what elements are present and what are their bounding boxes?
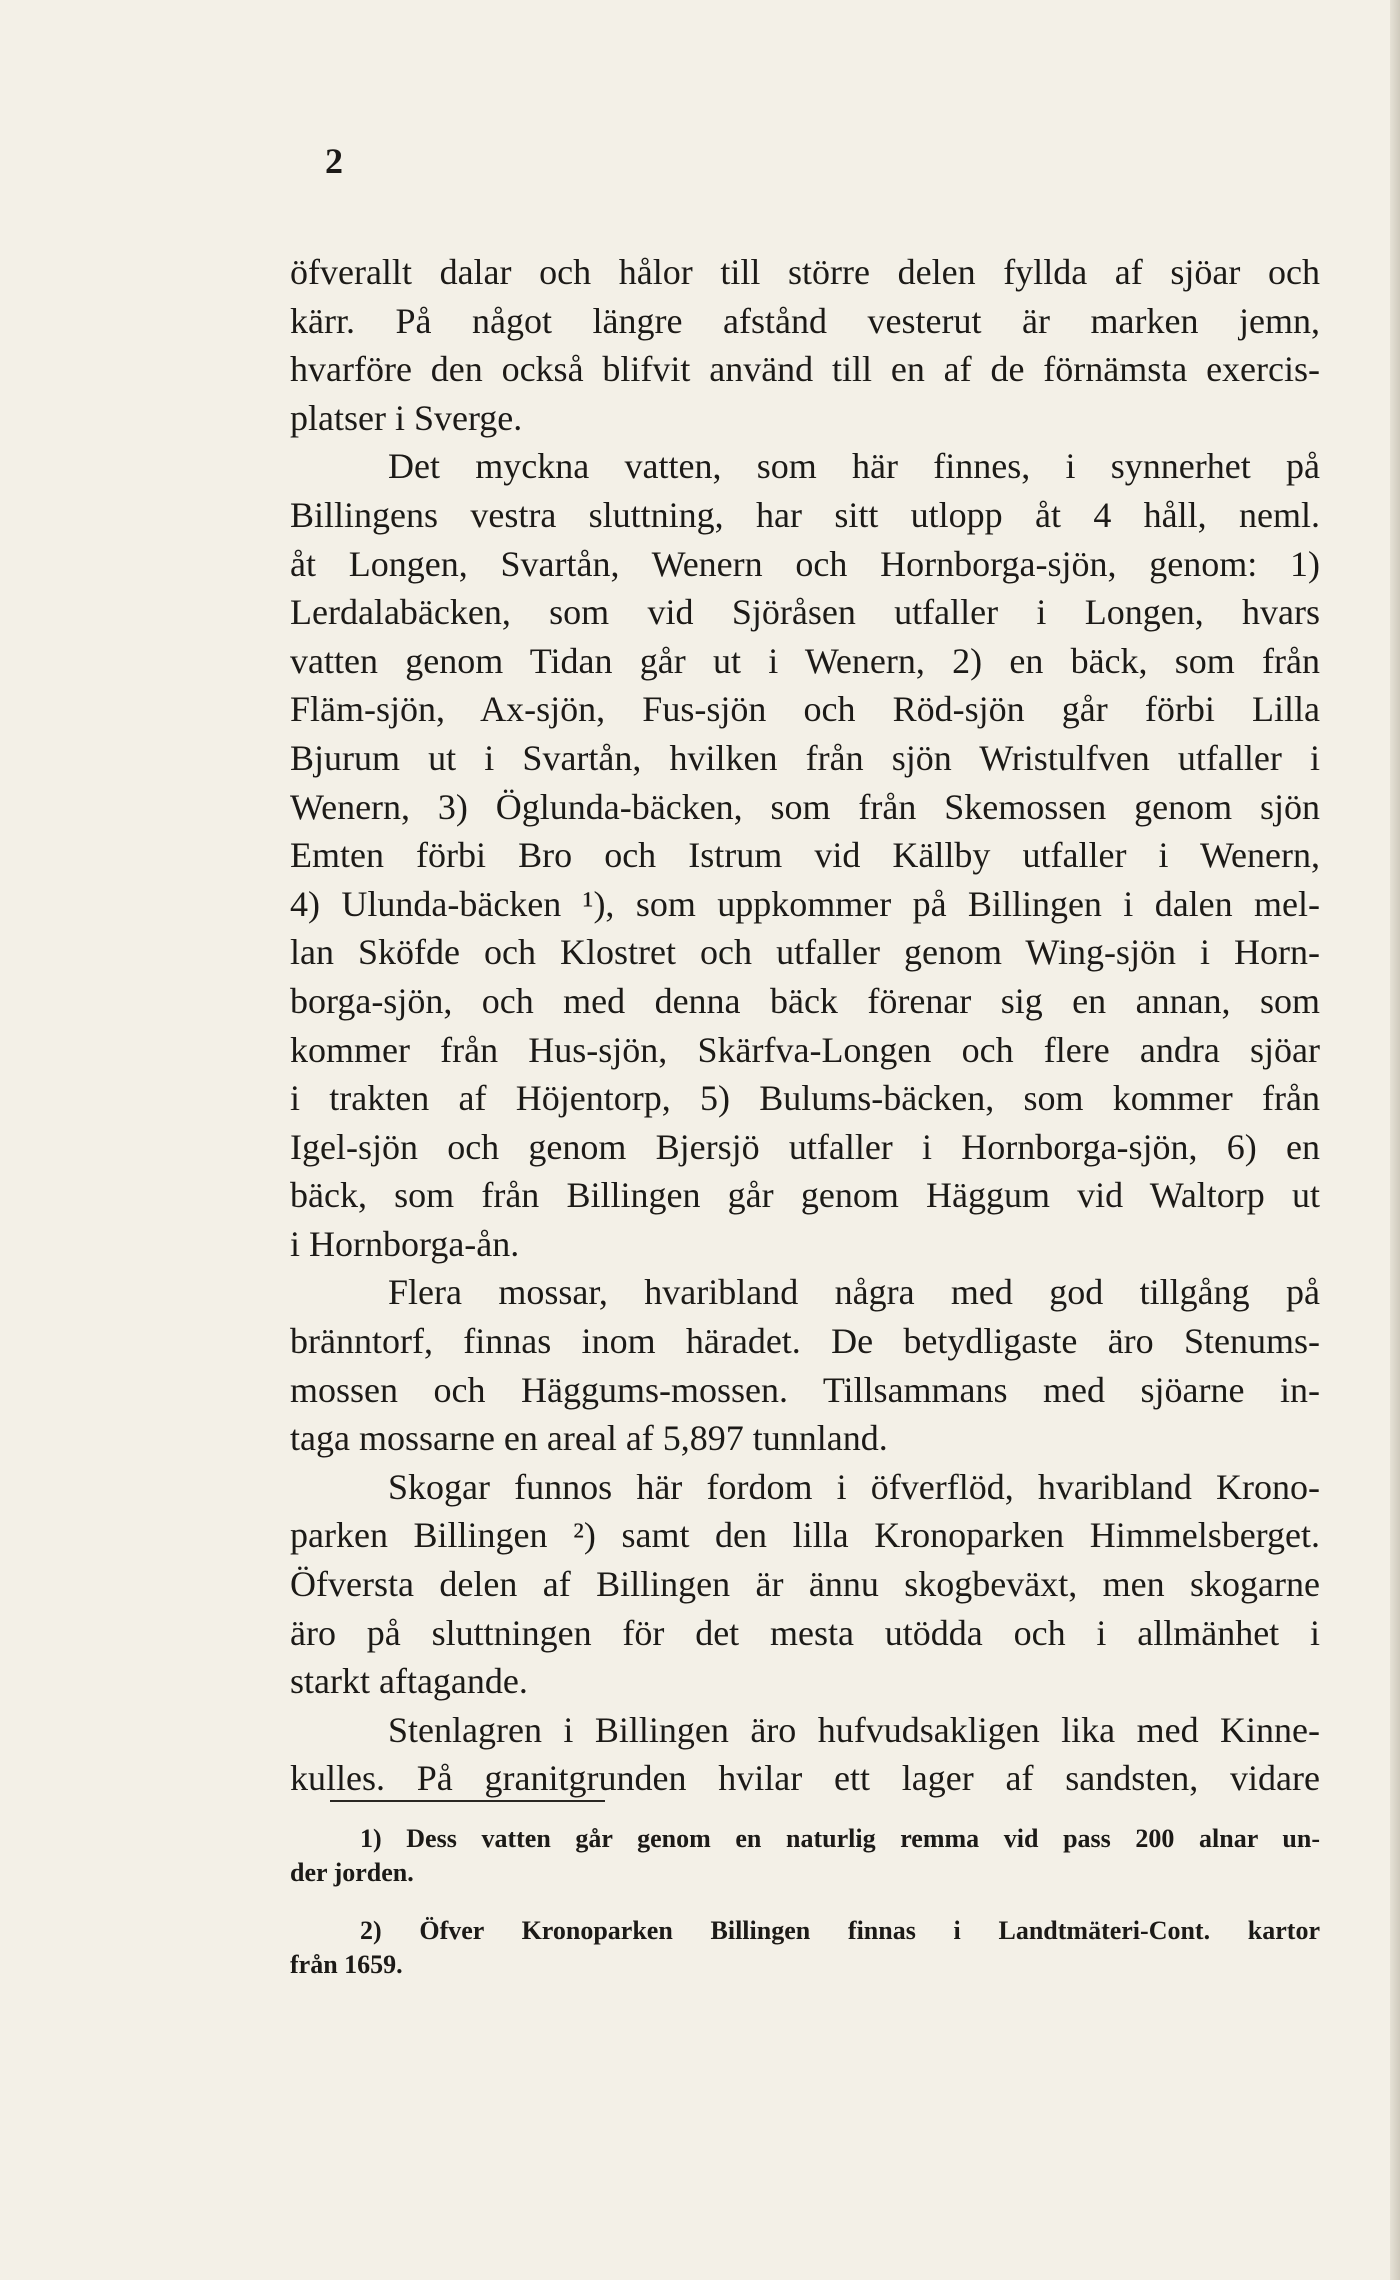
- text-line: Wenern, 3) Öglunda-bäcken, som från Skemossen genom sjön: [290, 786, 1320, 827]
- text-line: i trakten af Höjentorp, 5) Bulums-bäcken, som kommer från: [290, 1078, 1320, 1119]
- text-line: taga mossarne en areal af 5,897 tunnland.: [290, 1418, 888, 1459]
- footnote-divider: [330, 1800, 605, 1802]
- footnotes: [290, 1822, 1320, 2006]
- text-line: Stenlagren i Billingen äro hufvudsakligen lika med Kinne-: [388, 1709, 1320, 1750]
- text-line: platser i Sverge.: [290, 397, 523, 438]
- text-line: öfverallt dalar och hålor till större delen fyllda af sjöar och: [290, 252, 1320, 292]
- text-line: Igel-sjön och genom Bjersjö utfaller i Hornborga-sjön, 6) en: [290, 1126, 1320, 1167]
- text-line: lan Sköfde och Klostret och utfaller genom Wing-sjön i Horn-: [290, 932, 1320, 973]
- body-text: [290, 248, 1320, 1803]
- text-line: Emten förbi Bro och Istrum vid Källby utfaller i Wenern,: [290, 835, 1320, 876]
- text-line: borga-sjön, och med denna bäck förenar sig en annan, som: [290, 980, 1320, 1021]
- footnote: [290, 1914, 1320, 1982]
- text-line: Skogar funnos här fordom i öfverflöd, hvaribland Krono-: [388, 1466, 1320, 1507]
- footnote: [290, 1822, 1320, 1890]
- text-line: mossen och Häggums-mossen. Tillsammans med sjöarne in-: [290, 1369, 1320, 1410]
- page-edge: [1390, 0, 1400, 2280]
- text-line: Flera mossar, hvaribland några med god tillgång på: [388, 1272, 1320, 1313]
- text-line: vatten genom Tidan går ut i Wenern, 2) en bäck, som från: [290, 640, 1320, 681]
- text-line: Fläm-sjön, Ax-sjön, Fus-sjön och Röd-sjön går förbi Lilla: [290, 689, 1320, 730]
- text-line: Öfversta delen af Billingen är ännu skogbeväxt, men skogarne: [290, 1564, 1320, 1605]
- text-line: Det myckna vatten, som här finnes, i synnerhet på: [388, 446, 1320, 487]
- footnote-line: der jorden.: [290, 1858, 414, 1887]
- text-line: Lerdalabäcken, som vid Sjöråsen utfaller i Longen, hvars: [290, 592, 1320, 633]
- page-number: 2: [325, 141, 343, 181]
- text-line: hvarföre den också blifvit använd till en af de förnämsta exercis-: [290, 349, 1320, 390]
- text-line: kulles. På granitgrunden hvilar ett lager af sandsten, vidare: [290, 1758, 1320, 1799]
- text-line: kärr. På något längre afstånd vesterut är marken jemn,: [290, 300, 1320, 341]
- text-line: Bjurum ut i Svartån, hvilken från sjön Wristulfven utfaller i: [290, 737, 1320, 778]
- text-line: 4) Ulunda-bäcken ¹), som uppkommer på Billingen i dalen mel-: [290, 883, 1320, 924]
- text-line: starkt aftagande.: [290, 1661, 528, 1702]
- footnote-line: 2) Öfver Kronoparken Billingen finnas i Landtmäteri-Cont. kartor: [360, 1916, 1320, 1945]
- text-line: i Hornborga-ån.: [290, 1223, 520, 1264]
- text-line: äro på sluttningen för det mesta utödda och i allmänhet i: [290, 1612, 1320, 1653]
- text-line: Billingens vestra sluttning, har sitt utlopp åt 4 håll, neml.: [290, 494, 1320, 535]
- footnote-line: 1) Dess vatten går genom en naturlig remma vid pass 200 alnar un-: [360, 1824, 1320, 1853]
- text-line: parken Billingen ²) samt den lilla Kronoparken Himmelsberget.: [290, 1515, 1320, 1556]
- text-line: bäck, som från Billingen går genom Häggum vid Waltorp ut: [290, 1175, 1320, 1216]
- text-line: kommer från Hus-sjön, Skärfva-Longen och flere andra sjöar: [290, 1029, 1320, 1070]
- text-line: åt Longen, Svartån, Wenern och Hornborga-sjön, genom: 1): [290, 543, 1320, 584]
- text-line: bränntorf, finnas inom häradet. De betydligaste äro Stenums-: [290, 1321, 1320, 1362]
- footnote-line: från 1659.: [290, 1950, 403, 1979]
